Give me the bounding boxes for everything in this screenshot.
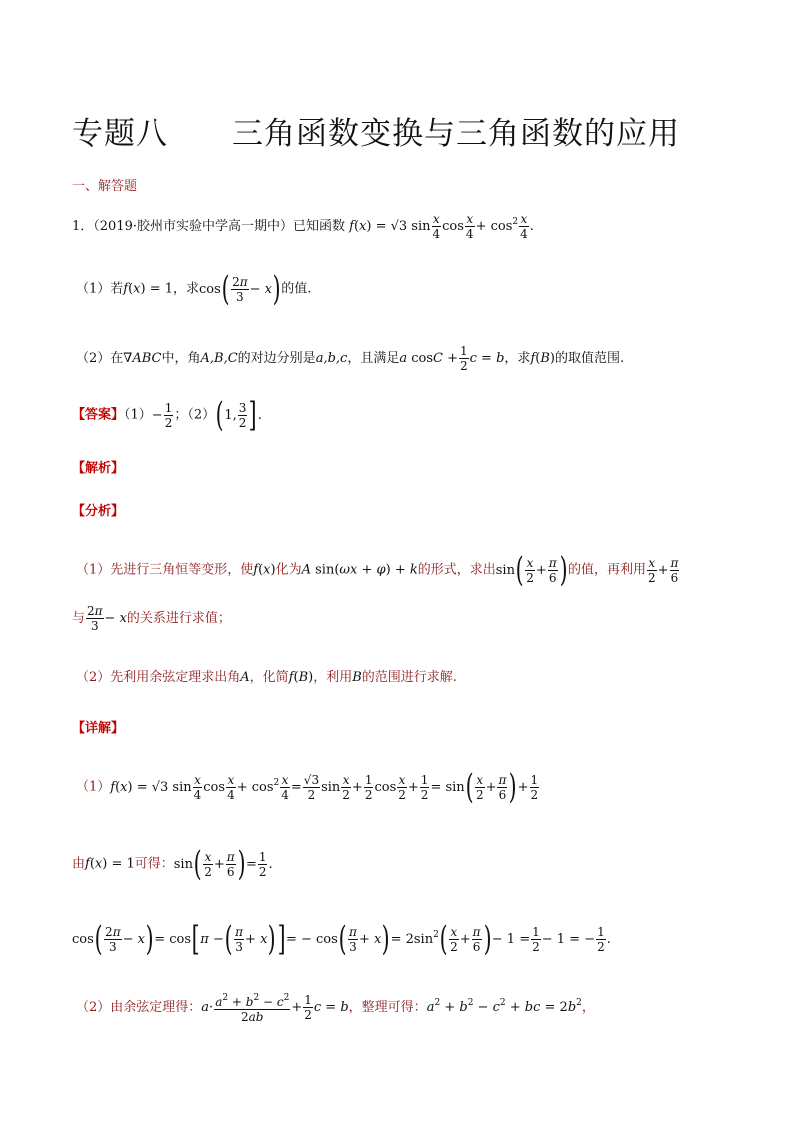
answer-line: 【答案】（1）− $\frac{1}{2}$ ；（2）(1, $\frac{3}{2}$ ].	[72, 395, 262, 435]
part-2-question: （2）在∇ABC中，角A,B,C的对边分别是a,b,c，且满足a cosC + $\frac{1}{2}$ c = b，求f(B)的取值范围.	[76, 344, 625, 373]
analysis-tag: 【解析】	[72, 461, 125, 476]
fenxi-2b: 的关系进行求值；	[126, 611, 231, 626]
detail-4b: ，整理可得：	[348, 1000, 427, 1015]
answer-tag: 【答案】	[72, 407, 125, 423]
part-2-text-e: 的取值范围.	[554, 351, 625, 366]
answer-part-1-label: （1）	[124, 407, 152, 423]
detail-1-label: （1）	[76, 779, 111, 795]
detail-line-2: 由f(x) = 1可得：sin( $\frac{x}{2}$ + $\frac{\pi}{6}$ )= $\frac{1}{2}$ .	[72, 844, 273, 884]
triangle-name: ABC	[132, 351, 162, 366]
part-1-question: （1）若f(x) = 1，求cos( $\frac{2\pi}{3}$ − x)的值.	[76, 269, 312, 309]
detail-line-3: cos( $\frac{2\pi}{3}$ − x)= cos[π −( $\frac{\pi}{3}$ + x)]= − cos( $\frac{\pi}{3}$ + $x)= 2\sin^2$( $\frac{x}{2}$ + $\frac{\pi}{6}$ )− 1 = $\frac{1}{2}$ − 1 = − $\frac{1}{2}$ .	[72, 919, 611, 959]
fenxi-3d: 的范围进行求解.	[361, 670, 457, 685]
side-names: a,b,c	[315, 351, 348, 366]
fenxi-3c: ，利用	[313, 670, 353, 685]
fenxi-3b: ，化简	[249, 670, 289, 685]
fenxi-line-1: （1）先进行三角恒等变形，使f(x)化为A sin(ωx + φ) + k的形式，求出sin( $\frac{x}{2}$ + $\frac{\pi}{6}$ )的值，再利用 $\frac{x}{2}$ + $\frac{\pi}{6}$	[76, 550, 679, 590]
problem-source: 1．（2019·胶州市实验中学高一期中）已知函数	[72, 219, 345, 234]
detail-line-1: （1）f(x) = √3 sin $\frac{x}{4}$ cos $\frac{x}{4}$ + $\cos^2$ $\frac{x}{4}$ = $\frac{√3}{2}$ sin $\frac{x}{2}$ + $\frac{1}{2}$ cos $\frac{x}{2}$ + $\frac{1}{2}$ = sin( $\frac{x}{2}$ + $\frac{\pi}{6}$ )+ $\frac{1}{2}$	[76, 767, 539, 807]
part-2-label: （2）在	[76, 351, 124, 366]
detail-tag: 【详解】	[72, 721, 125, 736]
fenxi-1c: 的形式，求出	[417, 562, 496, 578]
detail-line-4: （2）由余弦定理得：a· $\frac{a^2 + b^2 - c^2}{2ab}$ + $\frac{1}{2}$ c = b，整理可得：$a^2 + b^2 - c^2$ + bc = $2b^2$，	[76, 993, 595, 1024]
title-topic: 三角函数变换与三角函数的应用	[232, 116, 680, 152]
section-heading: 一、解答题	[72, 179, 138, 194]
title-chapter: 专题八	[72, 116, 168, 152]
part-1-label: （1）若	[76, 281, 124, 297]
part-2-text-b: 的对边分别是	[237, 351, 316, 366]
part-1-mid: ，求	[173, 281, 200, 297]
part-2-text-d: ，求	[504, 351, 531, 366]
part-2-text-a: 中，角	[161, 351, 201, 366]
answer-sep: ；（2）	[174, 407, 216, 423]
detail-2b: 可得：	[134, 856, 174, 872]
part-1-end: 的值.	[281, 281, 312, 297]
fenxi-1b: 化为	[275, 562, 302, 578]
angle-names: A,B,C	[200, 351, 238, 366]
fenxi-line-3: （2）先利用余弦定理求出角A，化简f(B)，利用B的范围进行求解.	[76, 670, 457, 685]
detail-4c: ，	[581, 1000, 595, 1015]
detail-4a: （2）由余弦定理得：	[76, 1000, 202, 1015]
fenxi-3a: （2）先利用余弦定理求出角	[76, 670, 241, 685]
fenxi-2a: 与	[72, 611, 86, 626]
part-2-text-c: ，且满足	[347, 351, 400, 366]
fenxi-1d: 的值，再利用	[567, 562, 646, 578]
fenxi-tag: 【分析】	[72, 504, 125, 519]
detail-2a: 由	[72, 856, 86, 872]
function-definition: f(x) = √3 sin $\frac{x}{4}$ cos $\frac{x}{4}$ + $\cos^2$ $\frac{x}{4}$ .	[349, 212, 534, 241]
page-title	[72, 108, 680, 153]
fenxi-line-2: 与 $\frac{2\pi}{3}$ − x的关系进行求值；	[72, 604, 231, 633]
problem-statement	[72, 212, 534, 241]
fenxi-1a: （1）先进行三角恒等变形，使	[76, 562, 254, 578]
